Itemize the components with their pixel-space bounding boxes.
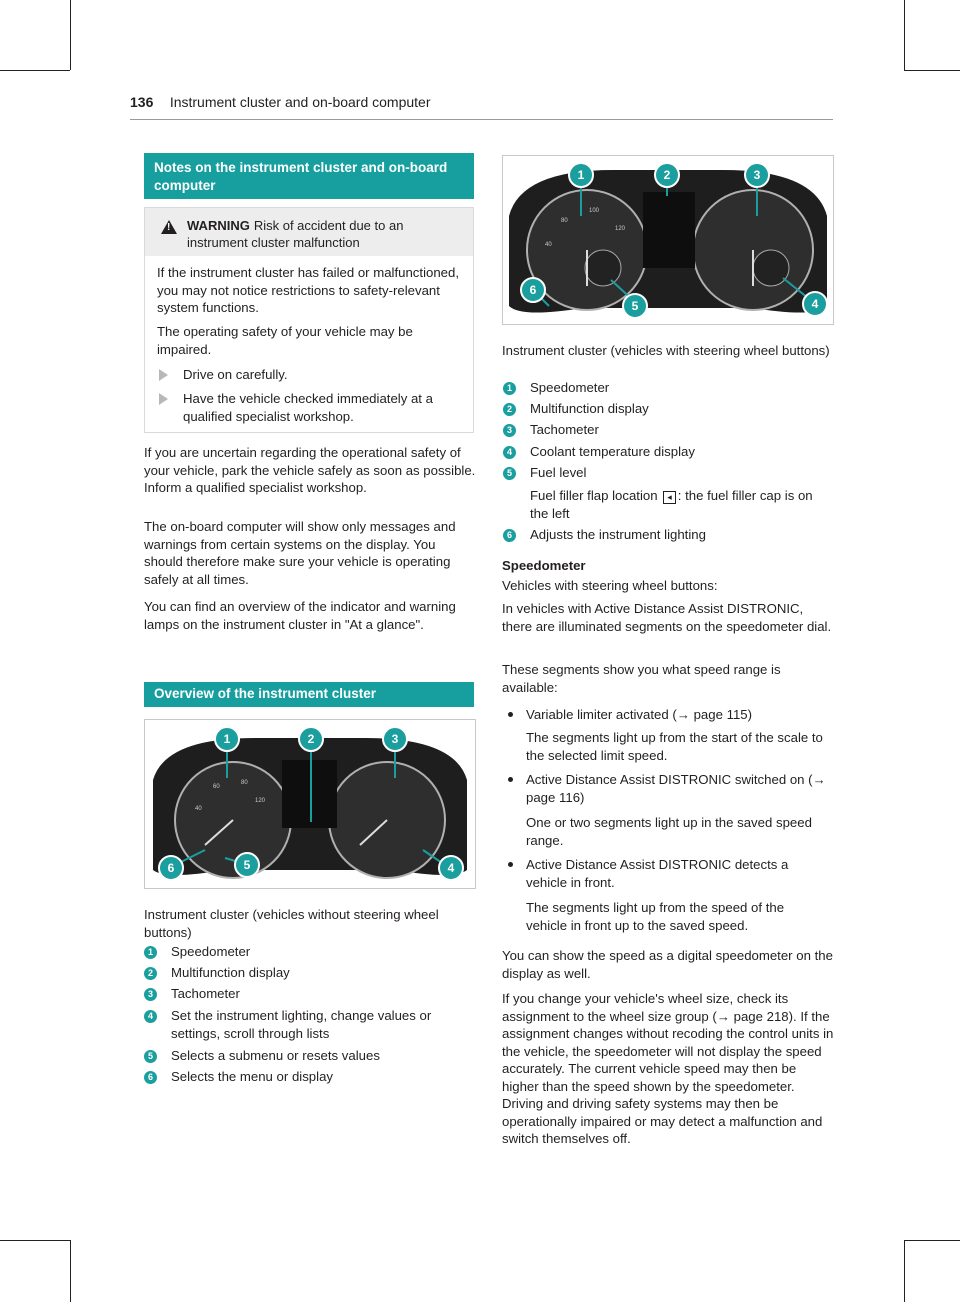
legend-item: Coolant temperature display (530, 444, 695, 459)
legend-number: 6 (503, 529, 516, 542)
warning-title: Risk of accident due to an instrument cluster malfunction (187, 218, 404, 250)
callout-label: 3 (753, 168, 761, 182)
legend-item: Fuel level (530, 465, 587, 480)
bullet-subtext: The segments light up from the speed of the vehicle in front up to the saved speed. (526, 900, 785, 933)
legend-item: Tachometer (171, 986, 240, 1001)
gauge-tick-label: 120 (615, 226, 626, 232)
bullet-item: Variable limiter activated (→ page 115) (526, 707, 753, 722)
legend-number: 3 (144, 988, 157, 1001)
legend-number: 1 (144, 946, 157, 959)
body-paragraph: If you change your vehicle's wheel size, check its assignment to the wheel size group (→ page 218). If the assignment changes without recoding the control units in the vehicle, the speedometer will not display the speed accurately. The current vehicle speed may then be higher than the speed shown by the speedometer. Driving and driving safety systems may then be operationally impaired or may detect a malfunction and switch themselves off. (502, 991, 834, 1146)
legend-item: Speedometer (171, 944, 251, 959)
warning-title-block (187, 217, 467, 251)
gauge-tick-label: 100 (589, 208, 600, 214)
cluster-image-right (502, 155, 834, 325)
body-paragraph: If you are uncertain regarding the operational safety of your vehicle, park the vehicle safely as soon as possible. Inform a qualified specialist workshop. (144, 445, 476, 495)
legend-number: 3 (503, 424, 516, 437)
fuel-flap-note (530, 487, 830, 522)
body-paragraph: In vehicles with Active Distance Assist DISTRONIC, there are illuminated segments on the speedometer dial. (502, 601, 832, 634)
legend-item: Set the instrument lighting, change values or settings, scroll through lists (171, 1008, 432, 1041)
figure-caption: Instrument cluster (vehicles with steering wheel buttons) (502, 343, 830, 358)
step-arrow-icon (159, 369, 168, 381)
callout-label: 1 (223, 732, 231, 746)
callout-label: 4 (447, 861, 455, 875)
legend-number: 2 (503, 403, 516, 416)
gauge-tick-label: 40 (195, 806, 202, 812)
callout-label: 6 (167, 861, 175, 875)
bullet-item: Active Distance Assist DISTRONIC switched on (→ page 116) (526, 772, 826, 805)
legend-item: Selects the menu or display (171, 1069, 333, 1084)
speedometer-heading: Speedometer (502, 558, 586, 573)
callout-label: 2 (307, 732, 315, 746)
body-paragraph: You can show the speed as a digital speedometer on the display as well. (502, 948, 833, 981)
bullet-item: Active Distance Assist DISTRONIC detects a vehicle in front. (526, 857, 789, 890)
callout-label: 2 (663, 168, 671, 182)
bullet-subtext: One or two segments light up in the saved speed range. (526, 815, 812, 848)
legend-item: Speedometer (530, 380, 610, 395)
gauge-tick-label: 80 (241, 780, 248, 786)
legend-number: 1 (503, 382, 516, 395)
crop-mark (904, 0, 905, 70)
warning-box (144, 207, 474, 433)
callout-label: 4 (811, 297, 819, 311)
crop-mark (904, 1240, 960, 1241)
legend-number: 2 (144, 967, 157, 980)
gauge-tick-label: 60 (213, 784, 220, 790)
crop-mark (904, 70, 960, 71)
legend-number: 5 (503, 467, 516, 480)
legend-number: 4 (503, 446, 516, 459)
page-title: Instrument cluster and on-board computer (169, 94, 431, 110)
crop-mark (0, 1240, 70, 1241)
instrument-cluster-illustration (145, 720, 475, 888)
callout-label: 5 (243, 858, 251, 872)
warning-paragraph: If the instrument cluster has failed or malfunctioned, you may not notice restrictions to safety-relevant system functions. (157, 265, 459, 315)
warning-triangle-icon (161, 220, 177, 234)
body-paragraph: These segments show you what speed range is available: (502, 662, 781, 695)
warning-header (145, 208, 473, 256)
callout-label: 3 (391, 732, 399, 746)
gauge-tick-label: 40 (545, 242, 552, 248)
warning-step: Drive on carefully. (183, 367, 288, 382)
bullet-subtext: The segments light up from the start of the scale to the selected limit speed. (526, 730, 823, 763)
crop-mark (0, 70, 70, 71)
body-paragraph: You can find an overview of the indicator and warning lamps on the instrument cluster in "At a glance". (144, 599, 456, 632)
page-header (130, 94, 833, 118)
fuel-flap-arrow-icon: ◂ (663, 491, 676, 504)
body-paragraph: The on-board computer will show only messages and warnings from certain systems on the display. You should therefore make sure your vehicle is operating safely at all times. (144, 519, 456, 587)
crop-mark (904, 1240, 905, 1302)
bullet-icon (508, 777, 513, 782)
instrument-cluster-illustration (503, 156, 833, 324)
legend-number: 6 (144, 1071, 157, 1084)
crop-mark (70, 0, 71, 70)
legend-number: 4 (144, 1010, 157, 1023)
callout-label: 6 (529, 283, 537, 297)
bullet-icon (508, 712, 513, 717)
warning-step: Have the vehicle checked immediately at a qualified specialist workshop. (183, 391, 433, 424)
crop-mark (70, 1240, 71, 1302)
legend-item: Multifunction display (530, 401, 649, 416)
cluster-image-left (144, 719, 476, 889)
legend-number: 5 (144, 1050, 157, 1063)
gauge-tick-label: 80 (561, 218, 568, 224)
bullet-icon (508, 862, 513, 867)
fuel-note-text: : the fuel filler cap is on the left (530, 488, 813, 521)
legend-item: Adjusts the instrument lighting (530, 527, 706, 542)
warning-label: WARNING (187, 218, 250, 233)
legend-item: Multifunction display (171, 965, 290, 980)
header-rule (130, 119, 833, 120)
gauge-tick-label: 120 (255, 798, 266, 804)
legend-item: Selects a submenu or resets values (171, 1048, 380, 1063)
step-arrow-icon (159, 393, 168, 405)
figure-caption: Instrument cluster (vehicles without steering wheel buttons) (144, 907, 439, 940)
body-paragraph: Vehicles with steering wheel buttons: (502, 578, 718, 593)
callout-label: 1 (577, 168, 585, 182)
overview-heading: Overview of the instrument cluster (144, 682, 474, 707)
fuel-note-text: Fuel filler flap location (530, 488, 658, 503)
warning-paragraph: The operating safety of your vehicle may be impaired. (157, 324, 413, 357)
notes-heading: Notes on the instrument cluster and on-board computer (144, 153, 474, 199)
callout-label: 5 (631, 299, 639, 313)
legend-item: Tachometer (530, 422, 599, 437)
page-number: 136 (130, 94, 154, 110)
